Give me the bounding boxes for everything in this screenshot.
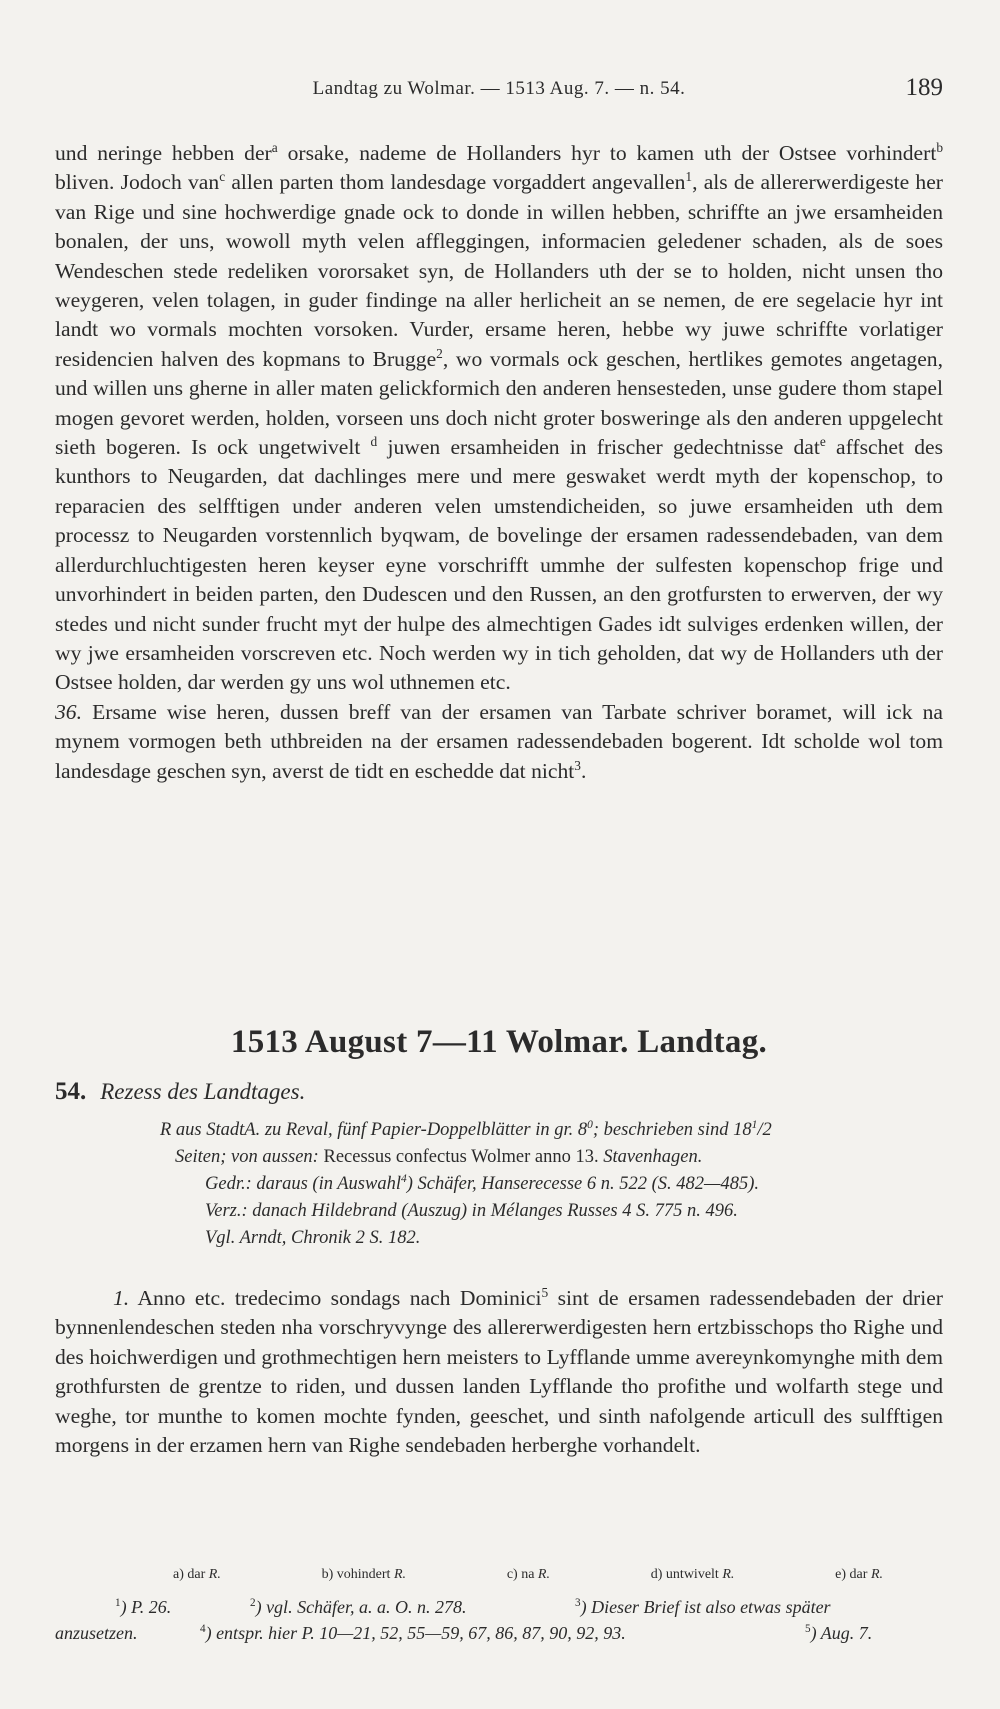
- source-line: [55, 1117, 943, 1144]
- variant-mark: b: [936, 139, 944, 155]
- variant-note: [507, 1567, 550, 1583]
- footnote-1: [115, 1594, 250, 1620]
- variant-source: R.: [208, 1567, 221, 1582]
- footnote-row: [55, 1594, 943, 1620]
- text-run: Ersame wise heren, dussen breff van der ersamen van Tarbate schriver boramet, will ick na mynem vormogen beth uthbreiden na der ersamen radessendebaden bogerent. Idt scholde wol tom landesdage geschen syn, averst de tidt en eschedde dat nicht: [55, 699, 943, 783]
- text-run: .: [580, 758, 587, 783]
- footnote-mark: 4: [400, 1172, 407, 1185]
- text-run: orsake, nademe de Hollanders hyr to kamen uth der Ostsee vorhindert: [277, 141, 937, 165]
- variant-note: [322, 1567, 406, 1583]
- footnote-text: ) vgl. Schäfer, a. a. O. n. 278.: [255, 1597, 467, 1617]
- text-run: Seiten; von aussen:: [175, 1147, 324, 1167]
- text-run: sint de ersamen radessendebaden der drier bynnenlendeschen steden nha vorschryvynge des allererwerdigesten hern ertzbisschops tho Righe und des hoichwerdigen und grothmechtigen hern meisters to Lyfflande umme avereynkomynghe mith dem grothfursten de grentze to riden, und dussen landen Lyfflande tho profithe und wolfarth stege und weghe, tor munthe to komen mochte fynden, geeschet, und sinth nafolgende articull des sulfftigen morgens in der erzamen hern van Righe sendebaden herberghe vorhandelt.: [55, 1286, 943, 1458]
- page-header: [55, 72, 943, 112]
- paragraph-number: 36.: [55, 699, 82, 724]
- variant-mark: a: [271, 139, 278, 155]
- variant-label: c) na: [506, 1567, 538, 1582]
- text-run: ; beschrieben sind 18: [592, 1120, 752, 1140]
- footnote-mark: 3: [574, 757, 581, 773]
- text-run: ) Schäfer, Hanserecesse 6 n. 522 (S. 482—485).: [406, 1174, 760, 1194]
- footnote-4: [200, 1620, 805, 1646]
- section-heading: 1513 August 7—11 Wolmar. Landtag.: [230, 1024, 768, 1060]
- variant-mark: c: [219, 169, 226, 185]
- text-run: Recessus confectus Wolmer anno 13.: [323, 1147, 599, 1167]
- text-run: /2: [757, 1120, 772, 1140]
- variant-note: [835, 1567, 883, 1583]
- text-run: R aus StadtA. zu Reval, fünf Papier-Doppelblätter in gr. 8: [160, 1120, 588, 1140]
- text-run: Anno etc. tredecimo sondags nach Dominici: [129, 1286, 542, 1310]
- superscript: 1: [751, 1118, 758, 1131]
- footnote-2: [250, 1594, 575, 1620]
- document-number: 54.: [55, 1078, 87, 1105]
- footnote-mark: 1: [685, 169, 693, 185]
- footnote-3-continued: anzusetzen.: [55, 1623, 138, 1643]
- variant-label: b) vohindert: [321, 1567, 394, 1582]
- variant-note: [651, 1567, 735, 1583]
- superscript: 0: [587, 1118, 593, 1131]
- footnotes: [55, 1594, 943, 1646]
- paragraph-continuation: [55, 139, 943, 698]
- text-run: juwen ersamheiden in frischer gedechtnisse dat: [377, 435, 820, 460]
- variant-mark: d: [370, 433, 378, 449]
- footnote-mark: 2: [436, 345, 443, 361]
- running-head: Landtag zu Wolmar. — 1513 Aug. 7. — n. 54.: [312, 78, 686, 99]
- footnote-number: 2: [250, 1597, 256, 1609]
- variant-apparatus: [55, 1567, 943, 1583]
- variant-note: [173, 1567, 221, 1583]
- text-run: Gedr.: daraus (in Auswahl: [205, 1174, 401, 1194]
- variant-label: e) dar: [835, 1567, 871, 1582]
- footnote-number: 4: [200, 1623, 206, 1635]
- page-number: 189: [905, 74, 943, 101]
- body-text: [55, 139, 943, 786]
- footnote-number: 1: [115, 1597, 121, 1609]
- printed-line: [55, 1171, 943, 1198]
- variant-source: R.: [537, 1567, 550, 1582]
- footnote-row: [55, 1620, 943, 1646]
- index-line: Verz.: danach Hildebrand (Auszug) in Mélanges Russes 4 S. 775 n. 496.: [205, 1201, 738, 1221]
- paragraph-36: [55, 698, 943, 786]
- footnote-mark: 5: [541, 1284, 549, 1300]
- footnote-number: 5: [805, 1623, 811, 1635]
- variant-mark: e: [819, 433, 826, 449]
- paragraph-1: [55, 1284, 943, 1460]
- text-run: , wo vormals ock geschen, hertlikes gemotes angetagen, und willen uns gherne in aller maten gelickformich den anderen hensesteden, unse gudere thom stapel mogen gevoret werden, holden, vorseen uns doch nicht groter bosweringe als den anderen uppgelecht sieth bogeren. Is ock ungetwivelt: [55, 346, 944, 460]
- footnote-3: [575, 1594, 831, 1620]
- footnote-text: ) P. 26.: [120, 1597, 172, 1617]
- variant-source: R.: [870, 1567, 883, 1582]
- text-run: affschet des kunthors to Neugarden, dat dachlinges mere und mere geswaket werdt myth der kopenschop, to reparacien des selfftigen under anderen velen umstendicheiden, so juwe ersamheiden uth dem processz to Neugarden vorstennlich byqwam, de bovelinge der ersamen radessendebaden, van dem allerdurchluchtigesten heren keyser eyne vorschrifft ummhe der sulfesten kopenschop frige und unvorhindert in beiden parten, den Dudescen und den Russen, an den grotfursten to erwerven, der wy stedes und nicht sunder frucht myt der hulpe des almechtigen Gades idt sulviges erdenken willen, der wy jwe ersamheiden vorscreven etc. Noch werden wy in tich geholden, dat wy de Hollanders uth der Ostsee holden, dar werden gy uns wol uthnemen etc.: [55, 435, 943, 695]
- text-run: und neringe hebben der: [55, 141, 272, 165]
- footnote-text: ) Aug. 7.: [810, 1623, 873, 1643]
- text-run: bliven. Jodoch van: [55, 170, 220, 195]
- text-run: allen parten thom landesdage vorgaddert angevallen: [225, 170, 686, 195]
- text-run: Stavenhagen.: [598, 1147, 703, 1167]
- source-description: [55, 1117, 943, 1252]
- footnote-number: 3: [575, 1597, 581, 1609]
- document-title: [55, 1078, 305, 1106]
- paragraph-1-text: [55, 1284, 943, 1460]
- compare-line: Vgl. Arndt, Chronik 2 S. 182.: [205, 1228, 421, 1248]
- text-run: , als de allererwerdigeste her van Rige und sine hochwerdige gnade ock to donde in willen hebben, schriffte an jwe ersamheiden bonalen, der uns, wowoll myth velen affleggingen, informacien geledener schaden, als de soes Wendeschen stede redeliken vororsaket syn, de Hollanders uth der se to holden, nicht unsen tho weygeren, velen tolagen, in guder findinge na aller herlicheit an se nemen, de ere segelacie hyr int landt wo vormals mochten vorsoken. Vurder, ersame heren, hebbe wy juwe schriffte vorlatiger residencien halven des kopmans to Brugge: [55, 170, 943, 371]
- paragraph-number: 1.: [113, 1286, 130, 1310]
- source-line: [55, 1144, 943, 1171]
- footnote-text: ) Dieser Brief ist also etwas später: [580, 1597, 831, 1617]
- document-title-text: Rezess des Landtages.: [100, 1079, 306, 1104]
- footnote-text: ) entspr. hier P. 10—21, 52, 55—59, 67, 86, 87, 90, 92, 93.: [205, 1623, 626, 1643]
- variant-source: R.: [393, 1567, 407, 1582]
- variant-label: d) untwivelt: [650, 1567, 723, 1582]
- variant-source: R.: [722, 1567, 735, 1582]
- variant-label: a) dar: [173, 1567, 209, 1582]
- footnote-5: [805, 1620, 872, 1646]
